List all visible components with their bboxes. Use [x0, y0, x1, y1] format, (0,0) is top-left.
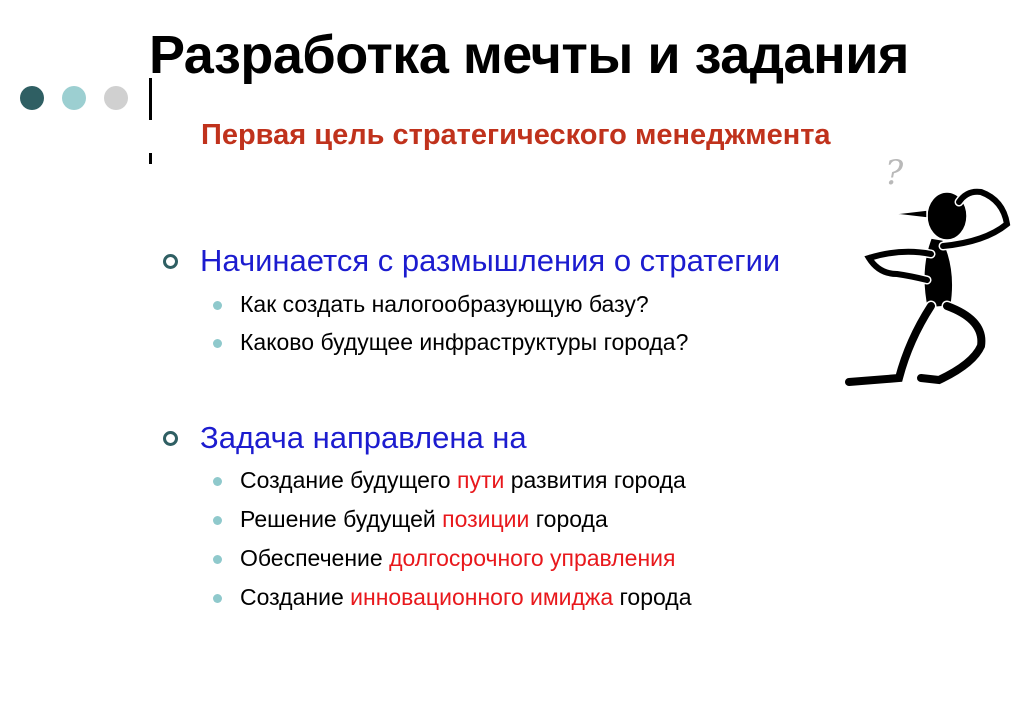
list-item-text	[240, 545, 675, 572]
slide-title: Разработка мечты и задания	[149, 25, 909, 85]
list-item-text: Как создать налогообразующую базу?	[240, 291, 649, 317]
text-plain: Создание будущего	[240, 467, 457, 493]
bullet-icon	[213, 516, 222, 525]
section-heading-text: Задача направлена на	[200, 420, 527, 455]
text-plain: развития города	[504, 467, 686, 493]
ring-bullet-icon	[163, 254, 178, 269]
text-highlight: инновационного имиджа	[350, 584, 614, 610]
thinking-stick-figure-icon	[835, 150, 1015, 390]
text-highlight: пути	[456, 467, 505, 493]
dot-dark	[20, 86, 44, 110]
bullet-icon	[213, 594, 222, 603]
bullet-icon	[213, 301, 222, 310]
text-plain: города	[613, 584, 692, 610]
ring-bullet-icon	[163, 431, 178, 446]
list-item-text: Каково будущее инфраструктуры города?	[240, 329, 689, 355]
list-item-text	[240, 506, 608, 533]
text-plain: города	[529, 506, 608, 532]
bullet-icon	[213, 477, 222, 486]
slide-subtitle: Первая цель стратегического менеджмента	[201, 119, 831, 151]
dot-light	[62, 86, 86, 110]
bullet-icon	[213, 555, 222, 564]
text-plain: Обеспечение	[240, 545, 390, 571]
text-highlight: долгосрочного управления	[389, 545, 676, 571]
list-item-text	[240, 467, 686, 494]
question-mark-icon: ?	[885, 153, 904, 193]
text-plain: Решение будущей	[240, 506, 443, 532]
list-item-text	[240, 584, 691, 611]
text-highlight: позиции	[442, 506, 530, 532]
text-plain: Создание	[240, 584, 351, 610]
bullet-icon	[213, 339, 222, 348]
section-heading-text: Начинается с размышления о стратегии	[200, 243, 781, 278]
title-divider-bar-lower	[149, 153, 152, 164]
dot-grey	[104, 86, 128, 110]
